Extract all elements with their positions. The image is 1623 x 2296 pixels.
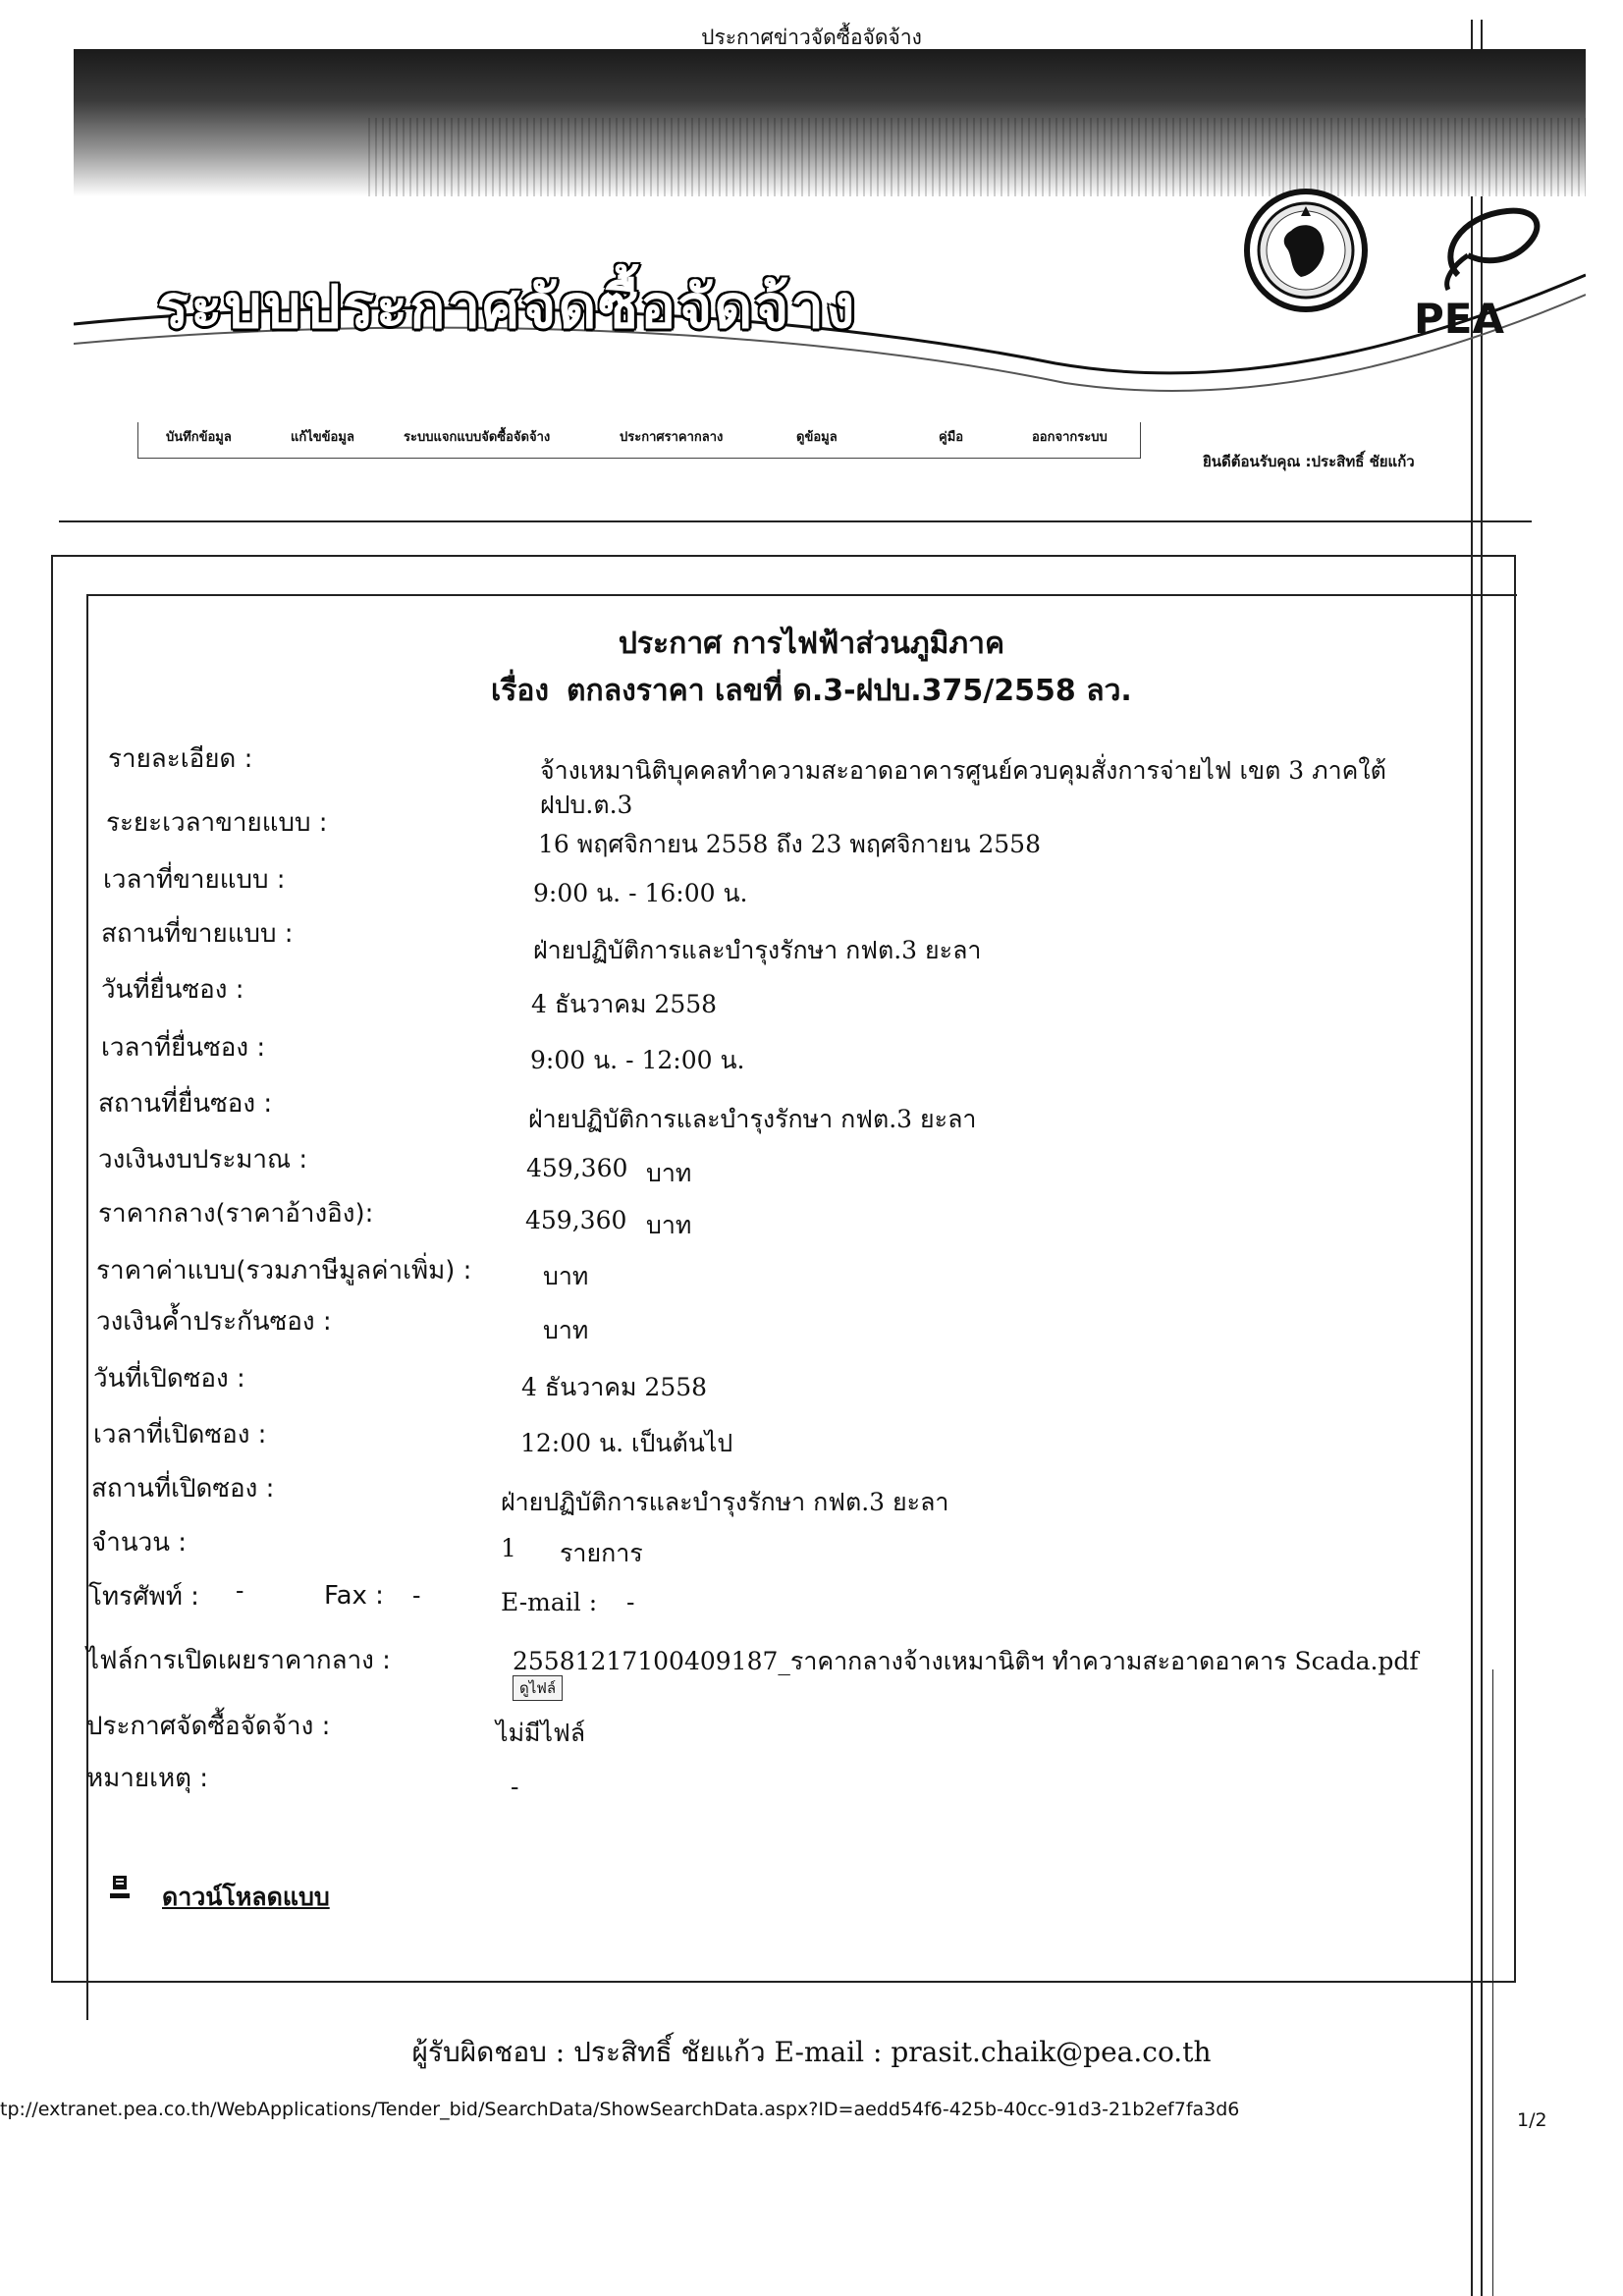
procurement-notice-label: ประกาศจัดซื้อจัดจ้าง : bbox=[86, 1712, 331, 1741]
median-price-unit: บาท bbox=[646, 1211, 692, 1239]
remark-value: - bbox=[511, 1773, 519, 1801]
announcement-title: ประกาศ การไฟฟ้าส่วนภูมิภาค bbox=[618, 627, 1005, 661]
download-form-link[interactable]: ดาวน์โหลดแบบ bbox=[162, 1883, 330, 1911]
site-header bbox=[74, 49, 1586, 412]
nav-item-manual[interactable]: คู่มือ bbox=[939, 430, 964, 445]
nav-item-logout[interactable]: ออกจากระบบ bbox=[1032, 430, 1108, 445]
fax-label: Fax : bbox=[324, 1581, 384, 1611]
pea-logo-text: PEA bbox=[1414, 295, 1504, 343]
phone-value: - bbox=[236, 1576, 244, 1605]
nav-item-edit-data[interactable]: แก้ไขข้อมูล bbox=[291, 430, 354, 445]
pea-emblem-icon bbox=[1242, 187, 1370, 314]
sale-period-value: 16 พฤศจิกายน 2558 ถึง 23 พฤศจิกายน 2558 bbox=[538, 830, 1041, 858]
open-place-label: สถานที่เปิดซอง : bbox=[91, 1474, 275, 1503]
email-value: - bbox=[626, 1588, 635, 1616]
print-page-number: 1/2 bbox=[1517, 2109, 1547, 2131]
open-time-label: เวลาที่เปิดซอง : bbox=[93, 1420, 267, 1449]
fax-value: - bbox=[412, 1581, 421, 1610]
median-file-label: ไฟล์การเปิดเผยราคากลาง : bbox=[86, 1646, 391, 1675]
sale-time-value: 9:00 น. - 16:00 น. bbox=[533, 879, 748, 907]
sale-place-value: ฝ่ายปฏิบัติการและบำรุงรักษา กฟต.3 ยะลา bbox=[533, 936, 982, 964]
submit-place-value: ฝ่ายปฏิบัติการและบำรุงรักษา กฟต.3 ยะลา bbox=[528, 1105, 977, 1133]
open-time-value: 12:00 น. เป็นต้นไป bbox=[520, 1429, 733, 1457]
phone-label: โทรศัพท์ : bbox=[88, 1582, 199, 1612]
responsible-contact: ผู้รับผิดชอบ : ประสิทธิ์ ชัยแก้ว E-mail : prasit.chaik@pea.co.th bbox=[411, 2036, 1212, 2068]
submit-place-label: สถานที่ยื่นซอง : bbox=[98, 1089, 273, 1119]
submit-date-value: 4 ธันวาคม 2558 bbox=[531, 990, 718, 1018]
open-date-value: 4 ธันวาคม 2558 bbox=[521, 1373, 708, 1401]
bid-bond-label: วงเงินค้ำประกันซอง : bbox=[96, 1307, 332, 1337]
bid-bond-unit: บาท bbox=[543, 1316, 589, 1344]
open-place-value: ฝ่ายปฏิบัติการและบำรุงรักษา กฟต.3 ยะลา bbox=[501, 1488, 949, 1516]
main-nav bbox=[137, 422, 1141, 459]
nav-item-view-data[interactable]: ดูข้อมูล bbox=[796, 430, 838, 445]
submit-date-label: วันที่ยื่นซอง : bbox=[101, 975, 244, 1005]
nav-item-distribution-system[interactable]: ระบบแจกแบบจัดซื้อจัดจ้าง bbox=[404, 430, 551, 445]
sale-period-label: ระยะเวลาขายแบบ : bbox=[106, 808, 328, 838]
print-page-title: ประกาศข่าวจัดซื้อจัดจ้าง bbox=[701, 26, 922, 49]
detail-value-line1: จ้างเหมานิติบุคคลทำความสะอาดอาคารศูนย์ควบคุมสั่งการจ่ายไฟ เขต 3 ภาคใต้ bbox=[540, 756, 1386, 785]
sale-time-label: เวลาที่ขายแบบ : bbox=[103, 865, 286, 895]
header-divider bbox=[59, 520, 1532, 522]
view-file-button[interactable]: ดูไฟล์ bbox=[513, 1675, 563, 1701]
doc-price-unit: บาท bbox=[543, 1262, 589, 1290]
download-icon[interactable] bbox=[108, 1874, 132, 1901]
print-url: tp://extranet.pea.co.th/WebApplications/Tender_bid/SearchData/ShowSearchData.aspx?ID=aedd54f6-425b-40cc-91d3-21b2ef7fa3d6 bbox=[0, 2099, 1240, 2120]
open-date-label: วันที่เปิดซอง : bbox=[93, 1364, 245, 1394]
subject-label: เรื่อง bbox=[491, 674, 550, 708]
submit-time-label: เวลาที่ยื่นซอง : bbox=[101, 1033, 266, 1063]
quantity-unit: รายการ bbox=[560, 1539, 643, 1567]
nav-item-median-price[interactable]: ประกาศราคากลาง bbox=[620, 430, 724, 445]
email-label: E-mail : bbox=[501, 1588, 598, 1616]
header-banner-texture bbox=[368, 118, 1586, 196]
median-price-amount: 459,360 bbox=[525, 1206, 627, 1234]
quantity-label: จำนวน : bbox=[91, 1528, 188, 1558]
median-file-link[interactable]: 25581217100409187_ราคากลางจ้างเหมานิติฯ ทำความสะอาดอาคาร Scada.pdf bbox=[513, 1647, 1419, 1675]
budget-label: วงเงินงบประมาณ : bbox=[98, 1145, 308, 1175]
budget-amount: 459,360 bbox=[526, 1154, 628, 1182]
submit-time-value: 9:00 น. - 12:00 น. bbox=[530, 1046, 745, 1074]
doc-price-label: ราคาค่าแบบ(รวมภาษีมูลค่าเพิ่ม) : bbox=[96, 1256, 472, 1285]
detail-label: รายละเอียด : bbox=[108, 744, 253, 774]
system-title: ระบบประกาศจัดซื้อจัดจ้าง bbox=[157, 273, 857, 342]
subject-value: ตกลงราคา เลขที่ ด.3-ฝปบ.375/2558 ลว. bbox=[567, 674, 1132, 708]
announcement-subject bbox=[491, 668, 1132, 714]
nav-item-record-data[interactable]: บันทึกข้อมูล bbox=[166, 430, 232, 445]
budget-unit: บาท bbox=[646, 1159, 692, 1187]
welcome-user: ยินดีต้อนรับคุณ :ประสิทธิ์ ชัยแก้ว bbox=[1203, 453, 1415, 470]
sale-place-label: สถานที่ขายแบบ : bbox=[101, 919, 294, 949]
procurement-notice-value: ไม่มีไฟล์ bbox=[496, 1719, 586, 1747]
quantity-amount: 1 bbox=[501, 1534, 516, 1562]
detail-value-line2: ฝปบ.ต.3 bbox=[540, 791, 633, 819]
median-price-label: ราคากลาง(ราคาอ้างอิง): bbox=[98, 1199, 374, 1229]
remark-label: หมายเหตุ : bbox=[86, 1764, 209, 1793]
